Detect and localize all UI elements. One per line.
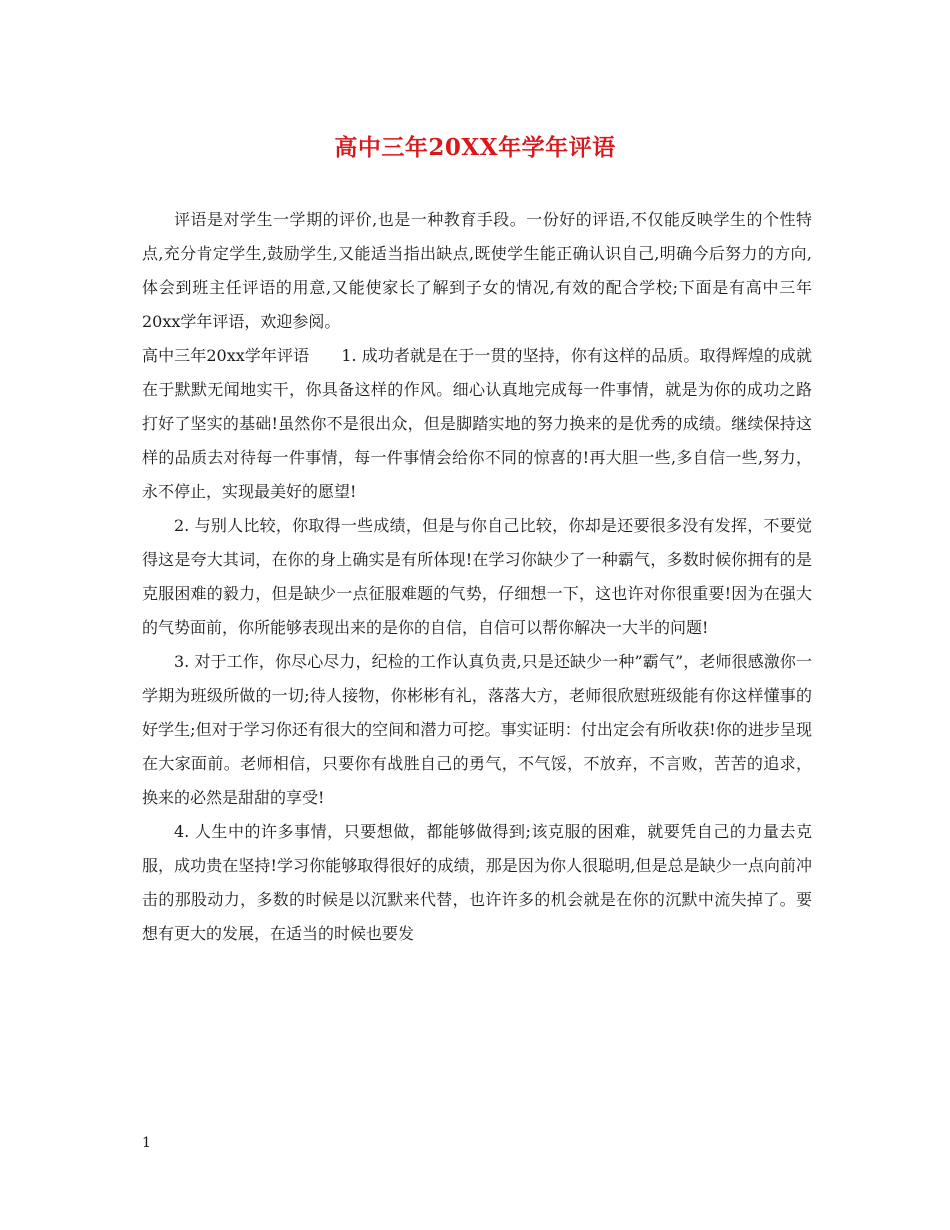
page-number: 1 [142,1135,151,1151]
comment-paragraph-1: 高中三年20xx学年评语 1. 成功者就是在于一贯的坚持，你有这样的品质。取得辉煌的成就在于默默无闻地实干，你具备这样的作风。细心认真地完成每一件事情，就是为你的成功之路打好了坚实的基础!虽然你不是很出众，但是脚踏实地的努力换来的是优秀的成绩。继续保持这样的品质去对待每一件事情，每一件事情会给你不同的惊喜的!再大胆一些,多自信一些,努力，永不停止，实现最美好的愿望! [142,346,812,501]
document-body [142,203,812,951]
comment-paragraph-4: 4. 人生中的许多事情，只要想做，都能够做得到;该克服的困难，就要凭自己的力量去克服，成功贵在坚持!学习你能够取得很好的成绩，那是因为你人很聪明,但是总是缺少一点向前冲击的那股动力，多数的时候是以沉默来代替，也许许多的机会就是在你的沉默中流失掉了。要想有更大的发展，在适当的时候也要发 [142,822,812,943]
comment-paragraph-2: 2. 与别人比较，你取得一些成绩，但是与你自己比较，你却是还要很多没有发挥，不要觉得这是夸大其词，在你的身上确实是有所体现!在学习你缺少了一种霸气，多数时候你拥有的是克服困难的毅力，但是缺少一点征服难题的气势，仔细想一下，这也许对你很重要!因为在强大的气势面前，你所能够表现出来的是你的自信，自信可以帮你解决一大半的问题! [142,516,812,637]
document-title: 高中三年20XX年学年评语 [334,134,616,161]
intro-paragraph: 评语是对学生一学期的评价,也是一种教育手段。一份好的评语,不仅能反映学生的个性特点,充分肯定学生,鼓励学生,又能适当指出缺点,既使学生能正确认识自己,明确今后努力的方向,体会到班主任评语的用意,又能使家长了解到子女的情况,有效的配合学校;下面是有高中三年20xx学年评语，欢迎参阅。 [142,210,812,331]
comment-paragraph-3: 3. 对于工作，你尽心尽力，纪检的工作认真负责,只是还缺少一种”霸气”，老师很感激你一学期为班级所做的一切;待人接物，你彬彬有礼，落落大方，老师很欣慰班级能有你这样懂事的好学生;但对于学习你还有很大的空间和潜力可挖。事实证明：付出定会有所收获!你的进步呈现在大家面前。老师相信，只要你有战胜自己的勇气，不气馁，不放弃，不言败，苦苦的追求，换来的必然是甜甜的享受! [142,652,812,807]
